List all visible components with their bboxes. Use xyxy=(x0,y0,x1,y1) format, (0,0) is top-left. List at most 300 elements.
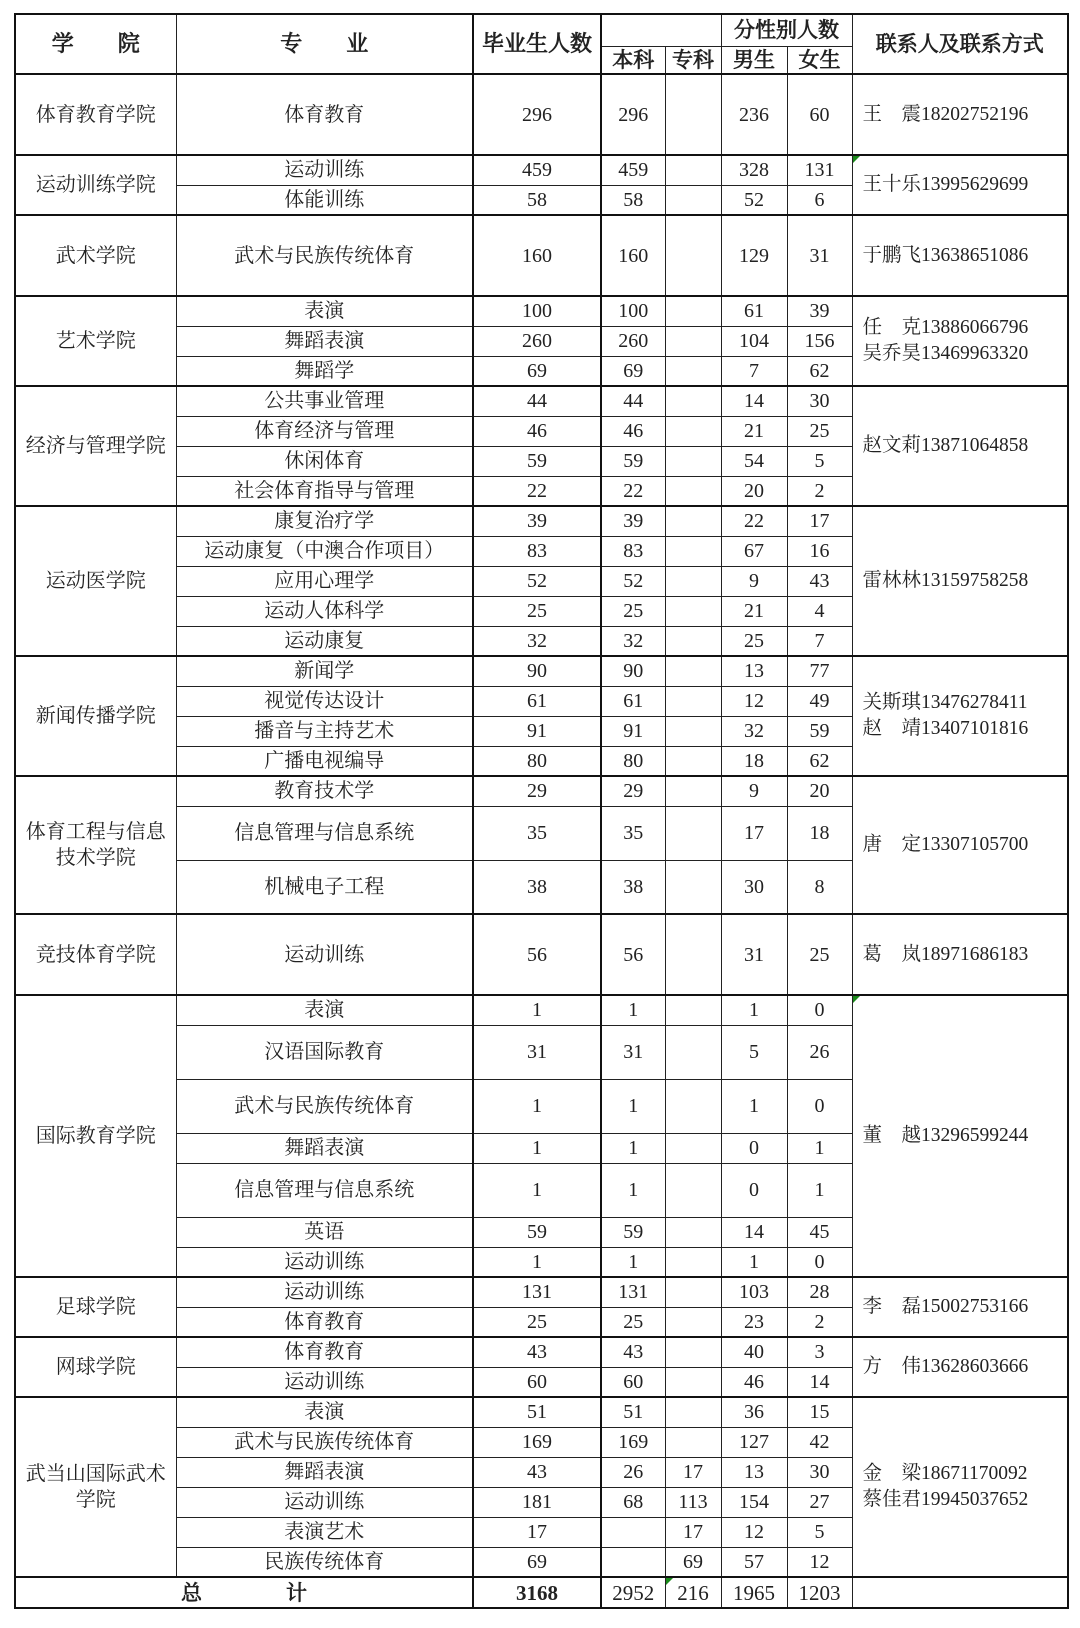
junior-count xyxy=(665,74,721,155)
male-count: 129 xyxy=(721,215,787,296)
female-count: 12 xyxy=(787,1547,852,1577)
table-row xyxy=(15,506,1068,536)
table-row xyxy=(15,155,1068,185)
male-count: 13 xyxy=(721,1457,787,1487)
major-name: 武术与民族传统体育 xyxy=(176,1427,473,1457)
major-name: 民族传统体育 xyxy=(176,1547,473,1577)
female-count: 62 xyxy=(787,746,852,776)
major-name: 运动人体科学 xyxy=(176,596,473,626)
male-count: 328 xyxy=(721,155,787,185)
major-name: 广播电视编导 xyxy=(176,746,473,776)
graduates-count: 69 xyxy=(473,1547,601,1577)
graduates-count: 59 xyxy=(473,446,601,476)
female-count: 5 xyxy=(787,1517,852,1547)
female-count: 1 xyxy=(787,1163,852,1217)
major-name: 播音与主持艺术 xyxy=(176,716,473,746)
female-count: 5 xyxy=(787,446,852,476)
major-name: 体育经济与管理 xyxy=(176,416,473,446)
female-count: 27 xyxy=(787,1487,852,1517)
male-count: 54 xyxy=(721,446,787,476)
female-count: 4 xyxy=(787,596,852,626)
undergrad-count: 160 xyxy=(601,215,665,296)
graduates-count: 35 xyxy=(473,806,601,860)
graduates-count: 1 xyxy=(473,1133,601,1163)
graduates-count: 260 xyxy=(473,326,601,356)
major-name: 表演 xyxy=(176,995,473,1025)
major-name: 教育技术学 xyxy=(176,776,473,806)
undergrad-count: 1 xyxy=(601,1079,665,1133)
header-female: 女生 xyxy=(787,46,852,74)
junior-count xyxy=(665,596,721,626)
junior-count xyxy=(665,1133,721,1163)
junior-count xyxy=(665,155,721,185)
header-graduates: 毕业生人数 xyxy=(473,14,601,74)
male-count: 9 xyxy=(721,566,787,596)
junior-count xyxy=(665,995,721,1025)
female-count: 60 xyxy=(787,74,852,155)
table-row xyxy=(15,74,1068,155)
total-undergrad: 2952 xyxy=(601,1577,665,1608)
undergrad-count: 1 xyxy=(601,1133,665,1163)
male-count: 154 xyxy=(721,1487,787,1517)
major-name: 机械电子工程 xyxy=(176,860,473,914)
junior-count xyxy=(665,446,721,476)
female-count: 31 xyxy=(787,215,852,296)
female-count: 42 xyxy=(787,1427,852,1457)
male-count: 13 xyxy=(721,656,787,686)
female-count: 77 xyxy=(787,656,852,686)
female-count: 156 xyxy=(787,326,852,356)
male-count: 12 xyxy=(721,686,787,716)
undergrad-count: 91 xyxy=(601,716,665,746)
junior-count xyxy=(665,626,721,656)
male-count: 7 xyxy=(721,356,787,386)
contact-person: 李 磊15002753166 xyxy=(862,1296,1029,1317)
header-level-group xyxy=(601,14,721,46)
undergrad-count: 35 xyxy=(601,806,665,860)
graduates-count: 90 xyxy=(473,656,601,686)
junior-count xyxy=(665,1163,721,1217)
total-contact-empty xyxy=(852,1577,1068,1608)
undergrad-count: 60 xyxy=(601,1367,665,1397)
major-name: 武术与民族传统体育 xyxy=(176,1079,473,1133)
female-count: 25 xyxy=(787,914,852,995)
college-name: 新闻传播学院 xyxy=(15,656,176,776)
junior-count: 17 xyxy=(665,1457,721,1487)
junior-count xyxy=(665,746,721,776)
female-count: 49 xyxy=(787,686,852,716)
junior-count xyxy=(665,776,721,806)
male-count: 12 xyxy=(721,1517,787,1547)
undergrad-count: 44 xyxy=(601,386,665,416)
junior-count: 113 xyxy=(665,1487,721,1517)
table-row xyxy=(15,1337,1068,1367)
total-female: 1203 xyxy=(787,1577,852,1608)
graduates-count: 43 xyxy=(473,1457,601,1487)
graduates-count: 31 xyxy=(473,1025,601,1079)
major-name: 新闻学 xyxy=(176,656,473,686)
male-count: 103 xyxy=(721,1277,787,1307)
contact-cell xyxy=(852,1337,1068,1397)
major-name: 运动训练 xyxy=(176,914,473,995)
junior-count xyxy=(665,326,721,356)
contact-cell xyxy=(852,656,1068,776)
male-count: 9 xyxy=(721,776,787,806)
junior-count xyxy=(665,1397,721,1427)
undergrad-count: 131 xyxy=(601,1277,665,1307)
contact-cell xyxy=(852,155,1068,215)
contact-person: 金 梁18671170092 xyxy=(862,1463,1028,1484)
total-graduates: 3168 xyxy=(473,1577,601,1608)
undergrad-count: 69 xyxy=(601,356,665,386)
graduates-count: 58 xyxy=(473,185,601,215)
header-junior: 专科 xyxy=(665,46,721,74)
contact-cell xyxy=(852,506,1068,656)
female-count: 7 xyxy=(787,626,852,656)
junior-count xyxy=(665,914,721,995)
graduate-statistics-table xyxy=(14,13,1069,1609)
female-count: 2 xyxy=(787,1307,852,1337)
graduates-count: 1 xyxy=(473,995,601,1025)
undergrad-count: 26 xyxy=(601,1457,665,1487)
graduates-count: 29 xyxy=(473,776,601,806)
contact-person: 吴乔昊13469963320 xyxy=(862,343,1029,364)
junior-count xyxy=(665,716,721,746)
major-name: 汉语国际教育 xyxy=(176,1025,473,1079)
junior-count xyxy=(665,860,721,914)
major-name: 社会体育指导与管理 xyxy=(176,476,473,506)
major-name: 舞蹈表演 xyxy=(176,1457,473,1487)
undergrad-count: 90 xyxy=(601,656,665,686)
male-count: 46 xyxy=(721,1367,787,1397)
undergrad-count: 38 xyxy=(601,860,665,914)
college-name: 运动医学院 xyxy=(15,506,176,656)
male-count: 31 xyxy=(721,914,787,995)
college-name: 艺术学院 xyxy=(15,296,176,386)
undergrad-count: 25 xyxy=(601,1307,665,1337)
total-male: 1965 xyxy=(721,1577,787,1608)
male-count: 21 xyxy=(721,416,787,446)
junior-count xyxy=(665,1307,721,1337)
college-name: 武当山国际武术学院 xyxy=(15,1397,176,1577)
male-count: 17 xyxy=(721,806,787,860)
junior-count xyxy=(665,1367,721,1397)
graduates-count: 69 xyxy=(473,356,601,386)
female-count: 0 xyxy=(787,1247,852,1277)
undergrad-count: 43 xyxy=(601,1337,665,1367)
junior-count xyxy=(665,506,721,536)
header-male: 男生 xyxy=(721,46,787,74)
junior-count xyxy=(665,386,721,416)
female-count: 6 xyxy=(787,185,852,215)
graduates-count: 80 xyxy=(473,746,601,776)
contact-cell xyxy=(852,1397,1068,1577)
female-count: 18 xyxy=(787,806,852,860)
male-count: 40 xyxy=(721,1337,787,1367)
major-name: 舞蹈表演 xyxy=(176,326,473,356)
junior-count xyxy=(665,1079,721,1133)
major-name: 舞蹈学 xyxy=(176,356,473,386)
undergrad-count: 169 xyxy=(601,1427,665,1457)
undergrad-count: 39 xyxy=(601,506,665,536)
undergrad-count: 61 xyxy=(601,686,665,716)
graduates-count: 56 xyxy=(473,914,601,995)
major-name: 运动训练 xyxy=(176,1247,473,1277)
junior-count: 17 xyxy=(665,1517,721,1547)
graduates-count: 1 xyxy=(473,1247,601,1277)
female-count: 30 xyxy=(787,386,852,416)
junior-count xyxy=(665,416,721,446)
male-count: 236 xyxy=(721,74,787,155)
undergrad-count: 1 xyxy=(601,1247,665,1277)
major-name: 体育教育 xyxy=(176,1337,473,1367)
undergrad-count: 25 xyxy=(601,596,665,626)
junior-count xyxy=(665,1025,721,1079)
table-row xyxy=(15,995,1068,1025)
male-count: 23 xyxy=(721,1307,787,1337)
undergrad-count: 1 xyxy=(601,995,665,1025)
graduates-count: 39 xyxy=(473,506,601,536)
header-undergrad: 本科 xyxy=(601,46,665,74)
graduates-count: 44 xyxy=(473,386,601,416)
contact-person: 唐 定13307105700 xyxy=(862,834,1029,855)
male-count: 22 xyxy=(721,506,787,536)
college-name: 国际教育学院 xyxy=(15,995,176,1277)
graduates-count: 131 xyxy=(473,1277,601,1307)
header-college: 学 院 xyxy=(15,14,176,74)
male-count: 30 xyxy=(721,860,787,914)
table-row xyxy=(15,386,1068,416)
graduates-count: 83 xyxy=(473,536,601,566)
contact-cell xyxy=(852,386,1068,506)
male-count: 1 xyxy=(721,995,787,1025)
undergrad-count: 59 xyxy=(601,1217,665,1247)
male-count: 127 xyxy=(721,1427,787,1457)
male-count: 36 xyxy=(721,1397,787,1427)
undergrad-count: 58 xyxy=(601,185,665,215)
undergrad-count: 51 xyxy=(601,1397,665,1427)
graduates-count: 38 xyxy=(473,860,601,914)
graduates-count: 60 xyxy=(473,1367,601,1397)
graduates-count: 25 xyxy=(473,596,601,626)
junior-count xyxy=(665,185,721,215)
graduates-count: 17 xyxy=(473,1517,601,1547)
contact-person: 于鹏飞13638651086 xyxy=(862,244,1029,266)
male-count: 67 xyxy=(721,536,787,566)
junior-count xyxy=(665,1427,721,1457)
male-count: 1 xyxy=(721,1079,787,1133)
male-count: 5 xyxy=(721,1025,787,1079)
undergrad-count: 31 xyxy=(601,1025,665,1079)
graduates-count: 51 xyxy=(473,1397,601,1427)
undergrad-count: 56 xyxy=(601,914,665,995)
graduates-count: 46 xyxy=(473,416,601,446)
major-name: 运动训练 xyxy=(176,155,473,185)
graduates-count: 169 xyxy=(473,1427,601,1457)
undergrad-count: 59 xyxy=(601,446,665,476)
total-label: 总 计 xyxy=(15,1577,473,1608)
female-count: 28 xyxy=(787,1277,852,1307)
college-name: 网球学院 xyxy=(15,1337,176,1397)
table-row xyxy=(15,215,1068,296)
major-name: 康复治疗学 xyxy=(176,506,473,536)
junior-count xyxy=(665,476,721,506)
major-name: 信息管理与信息系统 xyxy=(176,806,473,860)
contact-cell xyxy=(852,74,1068,155)
junior-count xyxy=(665,566,721,596)
undergrad-count: 1 xyxy=(601,1163,665,1217)
male-count: 1 xyxy=(721,1247,787,1277)
female-count: 131 xyxy=(787,155,852,185)
junior-count: 69 xyxy=(665,1547,721,1577)
major-name: 武术与民族传统体育 xyxy=(176,215,473,296)
contact-person: 蔡佳君19945037652 xyxy=(862,1489,1029,1510)
junior-count xyxy=(665,1247,721,1277)
major-name: 信息管理与信息系统 xyxy=(176,1163,473,1217)
major-name: 表演 xyxy=(176,1397,473,1427)
female-count: 39 xyxy=(787,296,852,326)
undergrad-count: 260 xyxy=(601,326,665,356)
junior-count xyxy=(665,1217,721,1247)
comment-marker-icon xyxy=(853,996,860,1003)
female-count: 30 xyxy=(787,1457,852,1487)
male-count: 52 xyxy=(721,185,787,215)
graduates-count: 1 xyxy=(473,1163,601,1217)
comment-marker-icon xyxy=(853,156,860,163)
major-name: 运动训练 xyxy=(176,1367,473,1397)
contact-person: 任 克13886066796 xyxy=(862,317,1029,338)
header-contact: 联系人及联系方式 xyxy=(852,14,1068,74)
contact-cell xyxy=(852,296,1068,386)
header-gender-group: 分性别人数 xyxy=(721,14,852,46)
table-row xyxy=(15,914,1068,995)
college-name: 经济与管理学院 xyxy=(15,386,176,506)
graduates-count: 160 xyxy=(473,215,601,296)
undergrad-count: 296 xyxy=(601,74,665,155)
table-row xyxy=(15,776,1068,806)
graduates-count: 459 xyxy=(473,155,601,185)
junior-count xyxy=(665,1337,721,1367)
graduates-count: 25 xyxy=(473,1307,601,1337)
table-row xyxy=(15,1397,1068,1427)
female-count: 14 xyxy=(787,1367,852,1397)
female-count: 8 xyxy=(787,860,852,914)
undergrad-count xyxy=(601,1517,665,1547)
undergrad-count xyxy=(601,1547,665,1577)
graduates-count: 22 xyxy=(473,476,601,506)
contact-person: 赵 靖13407101816 xyxy=(862,718,1029,739)
undergrad-count: 46 xyxy=(601,416,665,446)
table-row xyxy=(15,296,1068,326)
major-name: 体育教育 xyxy=(176,74,473,155)
contact-person: 方 伟13628603666 xyxy=(862,1356,1029,1377)
undergrad-count: 83 xyxy=(601,536,665,566)
female-count: 45 xyxy=(787,1217,852,1247)
female-count: 20 xyxy=(787,776,852,806)
total-row xyxy=(15,1577,1068,1608)
major-name: 运动训练 xyxy=(176,1487,473,1517)
male-count: 57 xyxy=(721,1547,787,1577)
major-name: 舞蹈表演 xyxy=(176,1133,473,1163)
male-count: 21 xyxy=(721,596,787,626)
major-name: 运动康复 xyxy=(176,626,473,656)
contact-person: 雷林林13159758258 xyxy=(862,570,1029,591)
male-count: 20 xyxy=(721,476,787,506)
junior-count xyxy=(665,296,721,326)
graduates-count: 59 xyxy=(473,1217,601,1247)
junior-count xyxy=(665,1277,721,1307)
major-name: 体能训练 xyxy=(176,185,473,215)
contact-person: 赵文莉13871064858 xyxy=(862,435,1029,456)
table-body xyxy=(15,74,1068,1608)
college-name: 足球学院 xyxy=(15,1277,176,1337)
graduates-count: 52 xyxy=(473,566,601,596)
graduates-count: 1 xyxy=(473,1079,601,1133)
major-name: 应用心理学 xyxy=(176,566,473,596)
undergrad-count: 68 xyxy=(601,1487,665,1517)
undergrad-count: 52 xyxy=(601,566,665,596)
undergrad-count: 29 xyxy=(601,776,665,806)
graduates-count: 296 xyxy=(473,74,601,155)
female-count: 62 xyxy=(787,356,852,386)
graduates-count: 43 xyxy=(473,1337,601,1367)
major-name: 运动康复（中澳合作项目） xyxy=(176,536,473,566)
major-name: 公共事业管理 xyxy=(176,386,473,416)
female-count: 25 xyxy=(787,416,852,446)
contact-person: 王十乐13995629699 xyxy=(862,174,1029,195)
graduates-count: 100 xyxy=(473,296,601,326)
junior-count xyxy=(665,686,721,716)
undergrad-count: 100 xyxy=(601,296,665,326)
female-count: 2 xyxy=(787,476,852,506)
contact-cell xyxy=(852,914,1068,995)
college-name: 竞技体育学院 xyxy=(15,914,176,995)
female-count: 26 xyxy=(787,1025,852,1079)
college-name: 体育教育学院 xyxy=(15,74,176,155)
contact-cell xyxy=(852,776,1068,914)
major-name: 表演 xyxy=(176,296,473,326)
table-row xyxy=(15,1277,1068,1307)
college-name: 武术学院 xyxy=(15,215,176,296)
undergrad-count: 459 xyxy=(601,155,665,185)
undergrad-count: 22 xyxy=(601,476,665,506)
undergrad-count: 80 xyxy=(601,746,665,776)
female-count: 59 xyxy=(787,716,852,746)
female-count: 17 xyxy=(787,506,852,536)
contact-person: 关斯琪13476278411 xyxy=(862,692,1028,713)
contact-cell xyxy=(852,215,1068,296)
contact-person: 葛 岚18971686183 xyxy=(862,943,1029,965)
major-name: 英语 xyxy=(176,1217,473,1247)
undergrad-count: 32 xyxy=(601,626,665,656)
female-count: 1 xyxy=(787,1133,852,1163)
male-count: 0 xyxy=(721,1133,787,1163)
junior-count xyxy=(665,656,721,686)
male-count: 18 xyxy=(721,746,787,776)
college-name: 运动训练学院 xyxy=(15,155,176,215)
male-count: 104 xyxy=(721,326,787,356)
major-name: 体育教育 xyxy=(176,1307,473,1337)
female-count: 15 xyxy=(787,1397,852,1427)
major-name: 休闲体育 xyxy=(176,446,473,476)
junior-count xyxy=(665,806,721,860)
junior-count xyxy=(665,356,721,386)
graduates-count: 181 xyxy=(473,1487,601,1517)
female-count: 43 xyxy=(787,566,852,596)
male-count: 14 xyxy=(721,1217,787,1247)
contact-cell xyxy=(852,1277,1068,1337)
contact-person: 王 震18202752196 xyxy=(862,103,1029,125)
